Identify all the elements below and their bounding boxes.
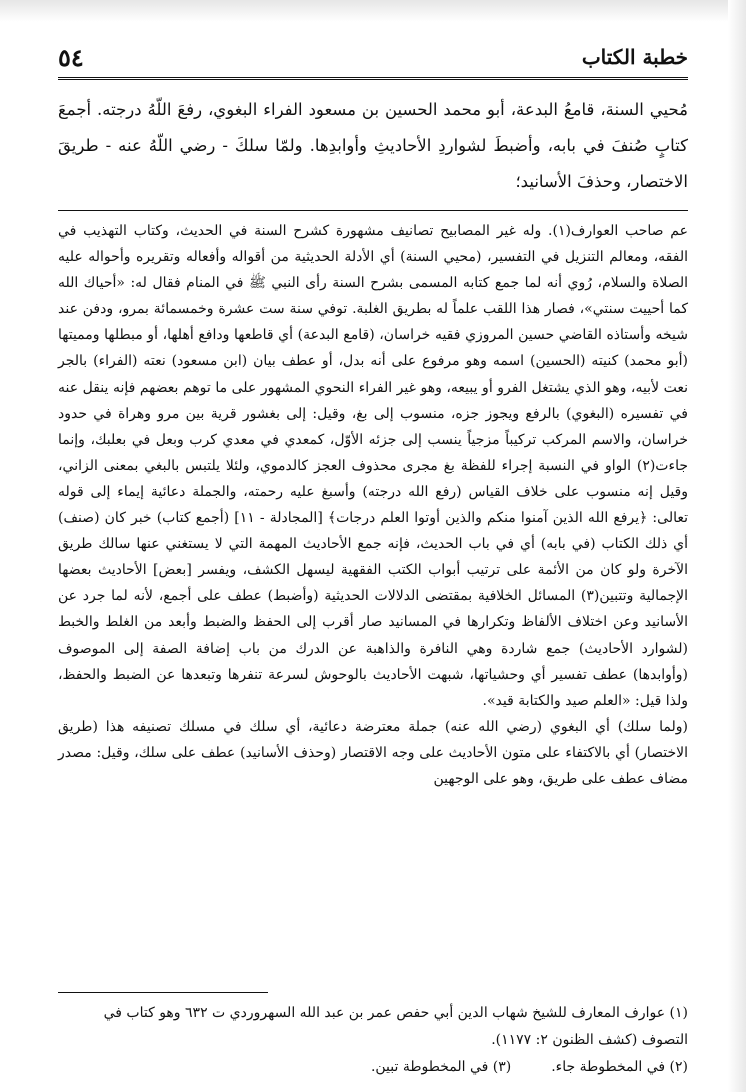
footnote-row	[58, 1054, 688, 1081]
footnote-2: (٢) في المخطوطة جاء.	[551, 1059, 688, 1075]
page-header	[58, 40, 688, 74]
header-title: خطبة الكتاب	[581, 45, 688, 69]
commentary-paragraph-2: (ولما سلك) أي البغوي (رضي الله عنه) جملة معترضة دعائية، أي سلك في مسلك تصنيفه هذا (طريق الاختصار) أي بالاكتفاء على متون الأحاديث على وجه الاقتصار (وحذف الأسانيد) عطف على سلك، وقيل: مصدر مضاف عطف على طريق، وهو على الوجهين	[58, 718, 688, 787]
header-rule	[58, 77, 688, 80]
main-text-block	[58, 92, 688, 200]
footnote-divider	[58, 992, 268, 993]
text-commentary-divider	[58, 210, 688, 211]
scan-top-edge	[0, 0, 746, 22]
footnote-3: (٣) في المخطوطة تبين.	[370, 1059, 512, 1075]
scan-right-edge	[728, 0, 746, 1092]
page-number: ٥٤	[58, 42, 84, 72]
main-text: مُحيي السنة، قامعُ البدعة، أبو محمد الحسين بن مسعود الفراء البغوي، رفعَ اللّهُ درجته. أجمعَ كتابٍ صُنفَ في بابه، وأضبطَ لشواردِ الأحاديثِ وأوابدِها. ولمّا سلكَ - رضي اللّهُ عنه - طريقَ الاختصار، وحذفَ الأسانيد؛	[58, 100, 688, 191]
commentary-paragraph-1: عم صاحب العوارف(١). وله غير المصابيح تصانيف مشهورة كشرح السنة في الحديث، وكتاب التهذيب في الفقه، ومعالم التنزيل في التفسير، (محيي السنة) أي الأدلة الحديثية من أقواله وأفعاله وتقريره وأحواله عليه الصلاة والسلام، رُوي أنه لما جمع كتابه المسمى بشرح السنة رأى النبي ﷺ في المنام فقال له: «أحياك الله كما أحييت سنتي»، فصار هذا اللقب علماً له بطريق الغلبة. توفي سنة ست عشرة وخمسمائة بمرو، ودفن عند شيخه وأستاذه القاضي حسين المروزي فقيه خراسان، (قامع البدعة) أي قاطعها ودافع أهلها، أو مبطلها ومميتها (أبو محمد) كنيته (الحسين) اسمه وهو مرفوع على أنه بدل، أو عطف بيان (ابن مسعود) نعته (الفراء) بالجر نعت لأبيه، وهو الذي يشتغل الفرو أو يبيعه، وهو غير الفراء النحوي المشهور على ما توهم بعضهم فإنه ينقل عنه في تفسيره (البغوي) بالرفع ويجوز جزه، منسوب إلى بغ، وقيل: إلى بغشور قرية بين مرو وهراة في حدود خراسان، والاسم المركب تركيباً مزجياً ينسب إلى جزئه الأوّل، كمعدي في معدي كرب وبعل في بعلبك، وإنما جاءت(٢) الواو في النسبة إجراء للفظة بغ مجرى محذوف العجز كالدموي، ولئلا يلتبس بالبغي بمعنى الزاني، وقيل إنه منسوب على خلاف القياس (رفع الله درجته) وأسبغ عليه رحمته، والجملة دعائية إيماء إلى قوله تعالى: ﴿يرفع الله الذين آمنوا منكم والذين أوتوا العلم درجات﴾ [المجادلة - ١١] (أجمع كتاب) خبر كان (صنف) أي ذلك الكتاب (في بابه) أي في باب الحديث، فإنه جمع الأحاديث المهمة التي لا يستغني عنها سالك طريق الآخرة ولو كان من الأئمة على ترتيب أبواب الكتب الفقهية ليسهل الكشف، ويفسر [بعض] الأحاديث بعضها الإجمالية وتتبين(٣) المسائل الخلافية بمقتضى الدلالات الحديثية (وأضبط) عطف على أجمع، لأنه لما جرد عن الأسانيد وعن اختلاف الألفاظ وتكرارها في المسانيد صار أقرب إلى الحفظ والضبط وأبعد من الغلط والخبط (لشوارد الأحاديث) جمع شاردة وهي النافرة والذاهبة عن الدرك من باب إضافة الصفة إلى الموصوف (وأوابدها) عطف تفسير أي وحشياتها، شبهت الأحاديث بالوحوش لسرعة تنفرها وتبعدها عن الضبط والحفظ، ولذا قيل: «العلم صيد والكتابة قيد».	[58, 223, 688, 709]
footnote-1: (١) عوارف المعارف للشيخ شهاب الدين أبي حفص عمر بن عبد الله السهروردي ت ٦٣٢ وهو كتاب في التصوف (كشف الظنون ٢: ١١٧٧).	[103, 1005, 688, 1048]
footnotes-block	[58, 1000, 688, 1081]
commentary-block	[58, 218, 688, 792]
